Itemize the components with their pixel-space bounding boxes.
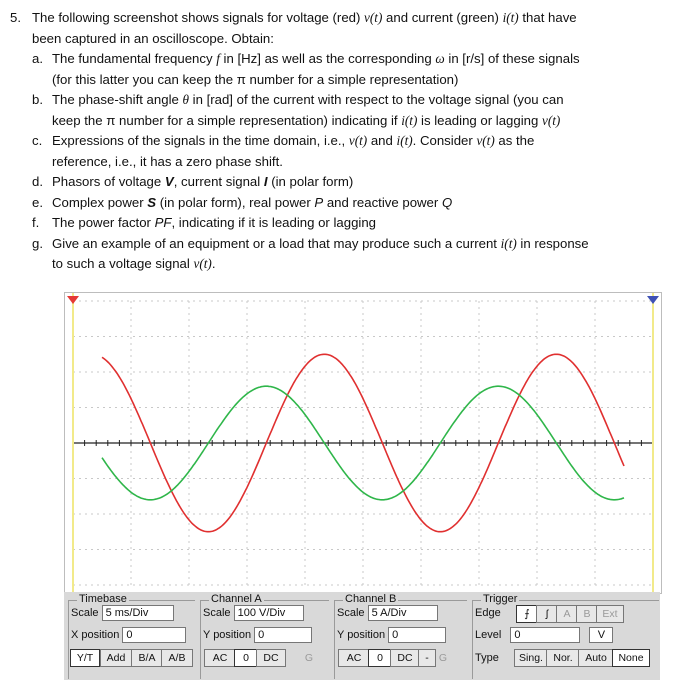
channel-b-scale-input[interactable]: 5 A/Div <box>368 605 438 621</box>
trigger-single-button[interactable]: Sing. <box>514 649 548 667</box>
yt-button[interactable]: Y/T <box>70 649 100 667</box>
item-a: a. The fundamental frequency f in [Hz] as well as the corresponding ω in [r/s] of these signals <box>32 51 580 66</box>
channel-b-scale: Scale 5 A/Div <box>337 605 438 621</box>
channel-a-title: Channel A <box>211 593 262 605</box>
trigger-title: Trigger <box>483 593 518 605</box>
item-c: c. Expressions of the signals in the time domain, i.e., v(t) and i(t). Consider v(t) as the <box>32 133 535 148</box>
trigger-level: Level 0 V <box>475 627 613 643</box>
channel-a-ac-button[interactable]: AC <box>204 649 236 667</box>
channel-a-scale-input[interactable]: 100 V/Div <box>234 605 304 621</box>
channel-b-title: Channel B <box>345 593 397 605</box>
channel-a-ypos-input[interactable]: 0 <box>254 627 312 643</box>
trigger-level-input[interactable]: 0 <box>510 627 580 643</box>
question-intro-line1: The following screenshot shows signals for voltage (red) v(t) and current (green) i(t) that have <box>32 10 577 25</box>
ab-button[interactable]: A/B <box>161 649 193 667</box>
question <box>10 8 650 275</box>
trigger-normal-button[interactable]: Nor. <box>546 649 580 667</box>
trigger-auto-button[interactable]: Auto <box>578 649 614 667</box>
oscilloscope-screen <box>64 292 662 594</box>
timebase-xpos: X position 0 <box>71 627 186 643</box>
trigger-edge-label: Edge <box>475 607 501 619</box>
item-e: e. Complex power S (in polar form), real power P and reactive power Q <box>32 194 453 210</box>
item-f: f. The power factor PF, indicating if it is leading or lagging <box>32 215 377 230</box>
trigger-none-button[interactable]: None <box>612 649 650 667</box>
channel-b-dc-button[interactable]: DC <box>390 649 420 667</box>
add-button[interactable]: Add <box>100 649 132 667</box>
timebase-group <box>68 593 195 679</box>
item-b-line2: keep the π number for a simple representation) indicating if i(t) is leading or lagging v(t) <box>52 112 561 128</box>
oscilloscope-panel <box>64 592 660 680</box>
channel-b-ypos-input[interactable]: 0 <box>388 627 446 643</box>
channel-a-dc-button[interactable]: DC <box>256 649 286 667</box>
ba-button[interactable]: B/A <box>131 649 163 667</box>
channel-a-zero-button[interactable]: 0 <box>234 649 258 667</box>
trigger-type-label: Type <box>475 652 499 664</box>
trigger-a-button[interactable]: A <box>556 605 578 623</box>
timebase-title: Timebase <box>79 593 127 605</box>
oscilloscope-plot <box>65 293 661 593</box>
trigger-level-unit[interactable]: V <box>589 627 613 643</box>
trigger-falling-edge-button[interactable]: ʃ <box>536 605 558 623</box>
item-d: d. Phasors of voltage V, current signal I (in polar form) <box>32 174 354 189</box>
item-b: b. The phase-shift angle θ in [rad] of the current with respect to the voltage signal (you can <box>32 92 564 107</box>
timebase-xpos-input[interactable]: 0 <box>122 627 186 643</box>
channel-b-ypos: Y position 0 <box>337 627 446 643</box>
channel-b-zero-button[interactable]: 0 <box>368 649 392 667</box>
timebase-scale-input[interactable]: 5 ms/Div <box>102 605 174 621</box>
channel-a-ground-icon: G <box>304 652 314 664</box>
item-c-line2: reference, i.e., it has a zero phase shift. <box>52 153 283 169</box>
item-g-line2: to such a voltage signal v(t). <box>52 256 216 271</box>
channel-a-group <box>200 593 329 679</box>
item-a-line2: (for this latter you can keep the π number for a simple representation) <box>52 71 459 87</box>
trigger-b-button[interactable]: B <box>576 605 598 623</box>
channel-a-scale: Scale 100 V/Div <box>203 605 304 621</box>
channel-a-ypos: Y position 0 <box>203 627 312 643</box>
question-intro-line2: been captured in an oscilloscope. Obtain: <box>32 30 274 46</box>
question-number: 5. <box>10 10 21 25</box>
channel-b-group <box>334 593 467 679</box>
channel-b-ground-icon: G <box>438 652 448 664</box>
item-g: g. Give an example of an equipment or a load that may produce such a current i(t) in response <box>32 235 589 251</box>
trigger-rising-edge-button[interactable]: ⨍ <box>516 605 538 623</box>
timebase-scale: Scale 5 ms/Div <box>71 605 174 621</box>
channel-b-ac-button[interactable]: AC <box>338 649 370 667</box>
channel-b-minus-button[interactable]: - <box>418 649 436 667</box>
trigger-ext-button[interactable]: Ext <box>596 605 624 623</box>
